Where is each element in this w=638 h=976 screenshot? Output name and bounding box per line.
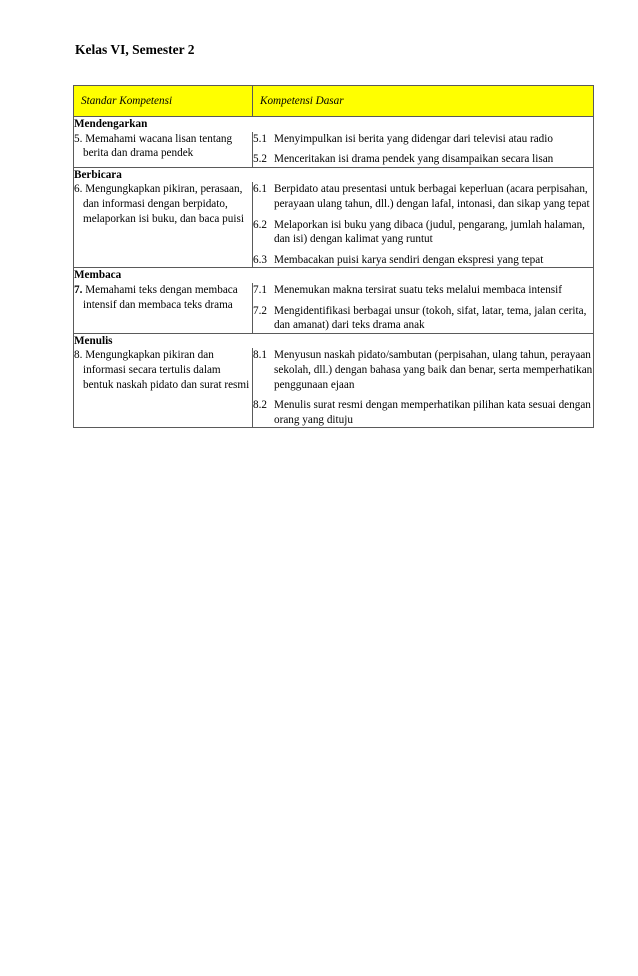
standard-text: Mengungkapkan pikiran, perasaan, dan informasi dengan berpidato, melaporkan isi buku, dan baca puisi	[83, 183, 244, 225]
standard-text: Mengungkapkan pikiran dan informasi secara tertulis dalam bentuk naskah pidato dan surat resmi	[83, 349, 250, 391]
table-row	[74, 132, 594, 168]
competency-cell	[253, 182, 594, 267]
section-name: Mendengarkan	[74, 117, 594, 132]
standard-number: 6.	[74, 183, 83, 196]
header-competency: Kompetensi Dasar	[253, 86, 594, 117]
section-name-row	[74, 117, 594, 132]
competency-table	[73, 85, 594, 428]
section-name: Membaca	[74, 268, 594, 283]
competency-number: 5.2	[253, 153, 267, 166]
competency-text: Berpidato atau presentasi untuk berbagai keperluan (acara perpisahan, perayaan ulang tahun, dll.) dengan lafal, intonasi, dan sikap yang tepat	[274, 183, 590, 210]
competency-number: 6.1	[253, 183, 267, 196]
page-title: Kelas VI, Semester 2	[75, 42, 195, 57]
standard-number: 8.	[74, 349, 83, 362]
competency-number: 8.2	[253, 399, 267, 412]
competency-item	[253, 152, 593, 167]
competency-item	[253, 304, 593, 333]
competency-item	[253, 253, 593, 268]
table-row	[74, 283, 594, 333]
competency-number: 8.1	[253, 349, 267, 362]
competency-cell	[253, 283, 594, 333]
competency-text: Melaporkan isi buku yang dibaca (judul, pengarang, jumlah halaman, dan isi) dengan kalimat yang runtut	[274, 218, 585, 246]
section-name: Berbicara	[74, 167, 594, 182]
standard-number: 7.	[74, 283, 83, 296]
competency-text: Menceritakan isi drama pendek yang disampaikan secara lisan	[274, 153, 554, 166]
competency-number: 7.1	[253, 283, 267, 296]
standard-cell	[74, 182, 253, 267]
table-row	[74, 182, 594, 267]
competency-number: 5.1	[253, 132, 267, 145]
section-name-row	[74, 333, 594, 348]
header-standard: Standar Kompetensi	[74, 86, 253, 117]
standard-cell	[74, 283, 253, 333]
competency-item	[253, 132, 593, 147]
competency-text: Menulis surat resmi dengan memperhatikan pilihan kata sesuai dengan orang yang dituju	[274, 399, 591, 426]
competency-item	[253, 218, 593, 247]
competency-text: Menemukan makna tersirat suatu teks melalui membaca intensif	[274, 283, 562, 296]
competency-number: 7.2	[253, 304, 267, 317]
competency-item	[253, 348, 593, 392]
competency-text: Menyusun naskah pidato/sambutan (perpisahan, ulang tahun, perayaan sekolah, dll.) dengan bahasa yang baik dan benar, serta memperhatikan penggunaan ejaan	[274, 349, 593, 391]
competency-text: Membacakan puisi karya sendiri dengan ekspresi yang tepat	[274, 253, 544, 266]
table-header-row	[74, 86, 594, 117]
standard-cell	[74, 348, 253, 427]
section-name: Menulis	[74, 333, 594, 348]
standard-number: 5.	[74, 132, 83, 145]
competency-number: 6.3	[253, 253, 267, 266]
standard-text: Memahami teks dengan membaca intensif dan membaca teks drama	[83, 283, 238, 311]
competency-text: Menyimpulkan isi berita yang didengar dari televisi atau radio	[274, 132, 553, 145]
section-name-row	[74, 268, 594, 283]
section-name-row	[74, 167, 594, 182]
standard-text: Memahami wacana lisan tentang berita dan drama pendek	[83, 132, 233, 160]
table-row	[74, 348, 594, 427]
competency-number: 6.2	[253, 218, 267, 231]
competency-item	[253, 398, 593, 427]
competency-cell	[253, 348, 594, 427]
competency-item	[253, 182, 593, 211]
competency-text: Mengidentifikasi berbagai unsur (tokoh, sifat, latar, tema, jalan cerita, dan amanat) dari teks drama anak	[274, 304, 587, 332]
competency-cell	[253, 132, 594, 168]
standard-cell	[74, 132, 253, 168]
competency-item	[253, 283, 593, 298]
